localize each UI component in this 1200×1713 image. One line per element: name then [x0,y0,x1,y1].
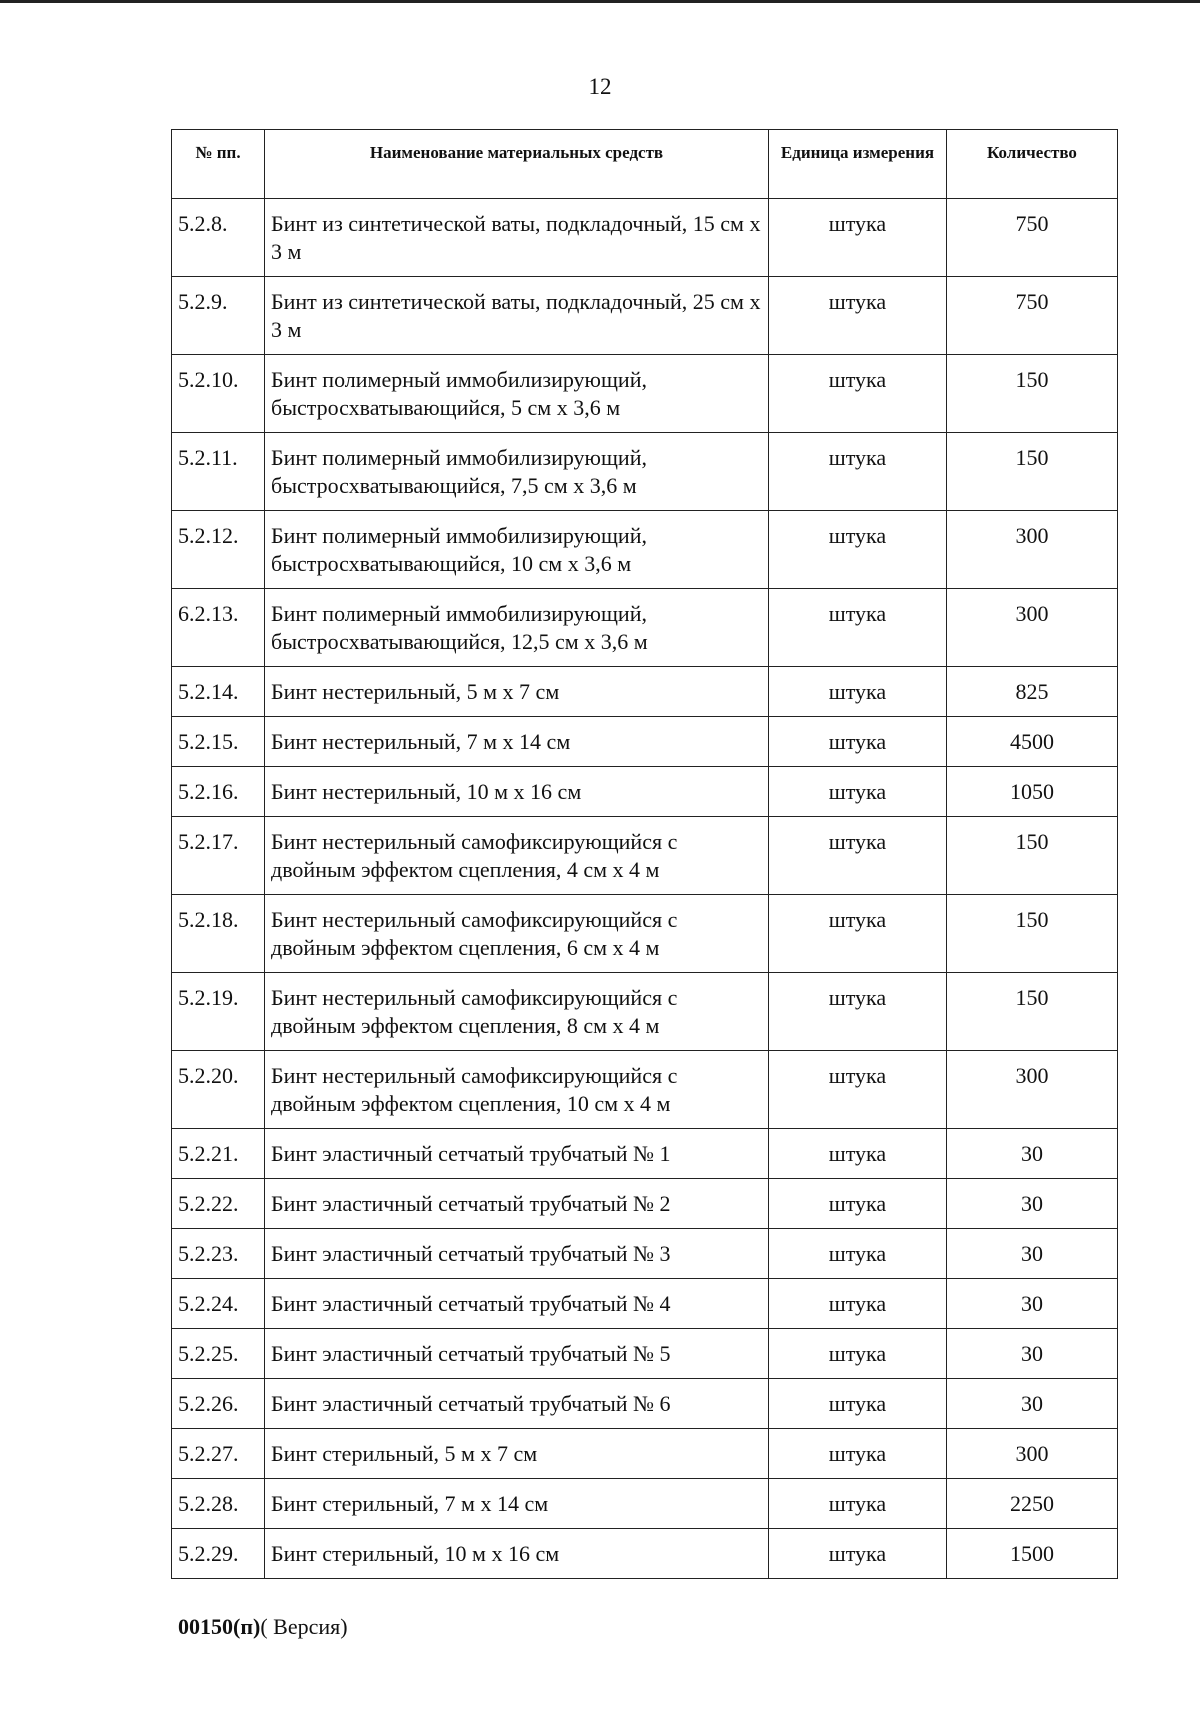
row-qty: 30 [947,1129,1118,1179]
row-name: Бинт стерильный, 5 м х 7 см [265,1429,769,1479]
row-unit: штука [769,1051,947,1129]
table-row [172,1379,1118,1429]
table-row [172,717,1118,767]
row-name: Бинт нестерильный, 10 м х 16 см [265,767,769,817]
row-qty: 150 [947,895,1118,973]
row-num: 5.2.11. [172,433,265,511]
row-unit: штука [769,767,947,817]
table-header-row [172,130,1118,199]
row-num: 5.2.17. [172,817,265,895]
row-unit: штука [769,817,947,895]
row-unit: штука [769,973,947,1051]
materials-table [171,129,1118,1579]
row-qty: 150 [947,355,1118,433]
row-num: 5.2.29. [172,1529,265,1579]
row-unit: штука [769,1329,947,1379]
row-name: Бинт эластичный сетчатый трубчатый № 3 [265,1229,769,1279]
top-border-line [0,0,1200,3]
row-num: 5.2.23. [172,1229,265,1279]
row-num: 5.2.22. [172,1179,265,1229]
row-name: Бинт эластичный сетчатый трубчатый № 6 [265,1379,769,1429]
row-unit: штука [769,1229,947,1279]
table-row [172,1429,1118,1479]
table-row [172,1229,1118,1279]
row-name: Бинт нестерильный самофиксирующийся с двойным эффектом сцепления, 8 см х 4 м [265,973,769,1051]
row-name: Бинт полимерный иммобилизирующий, быстросхватывающийся, 12,5 см х 3,6 м [265,589,769,667]
footer-version: ( Версия) [260,1614,348,1639]
row-num: 5.2.26. [172,1379,265,1429]
table-row [172,277,1118,355]
row-unit: штука [769,1279,947,1329]
row-qty: 30 [947,1279,1118,1329]
row-unit: штука [769,277,947,355]
row-num: 5.2.12. [172,511,265,589]
table-row [172,1529,1118,1579]
row-name: Бинт стерильный, 10 м х 16 см [265,1529,769,1579]
row-num: 5.2.18. [172,895,265,973]
table-row [172,1179,1118,1229]
row-num: 5.2.16. [172,767,265,817]
row-qty: 300 [947,589,1118,667]
row-qty: 150 [947,817,1118,895]
row-num: 6.2.13. [172,589,265,667]
row-num: 5.2.21. [172,1129,265,1179]
row-qty: 150 [947,433,1118,511]
document-footer [178,1614,348,1640]
row-qty: 1050 [947,767,1118,817]
row-name: Бинт эластичный сетчатый трубчатый № 4 [265,1279,769,1329]
row-num: 5.2.8. [172,199,265,277]
table-row [172,1129,1118,1179]
row-name: Бинт эластичный сетчатый трубчатый № 2 [265,1179,769,1229]
row-name: Бинт нестерильный самофиксирующийся с двойным эффектом сцепления, 10 см х 4 м [265,1051,769,1129]
row-qty: 300 [947,511,1118,589]
header-name: Наименование материальных средств [265,130,769,199]
table-row [172,433,1118,511]
table-row [172,1051,1118,1129]
row-unit: штука [769,1129,947,1179]
row-unit: штука [769,1479,947,1529]
row-unit: штука [769,1529,947,1579]
table-row [172,1279,1118,1329]
row-qty: 30 [947,1179,1118,1229]
row-qty: 300 [947,1429,1118,1479]
table-row [172,973,1118,1051]
row-qty: 30 [947,1229,1118,1279]
row-unit: штука [769,1379,947,1429]
row-qty: 4500 [947,717,1118,767]
row-name: Бинт стерильный, 7 м х 14 см [265,1479,769,1529]
row-qty: 30 [947,1329,1118,1379]
row-name: Бинт из синтетической ваты, подкладочный, 15 см х 3 м [265,199,769,277]
header-num: № пп. [172,130,265,199]
row-qty: 300 [947,1051,1118,1129]
row-name: Бинт эластичный сетчатый трубчатый № 1 [265,1129,769,1179]
row-unit: штука [769,511,947,589]
row-qty: 2250 [947,1479,1118,1529]
row-qty: 825 [947,667,1118,717]
row-num: 5.2.9. [172,277,265,355]
table-row [172,1479,1118,1529]
row-unit: штука [769,717,947,767]
row-name: Бинт полимерный иммобилизирующий, быстросхватывающийся, 7,5 см х 3,6 м [265,433,769,511]
row-num: 5.2.20. [172,1051,265,1129]
row-unit: штука [769,895,947,973]
row-qty: 150 [947,973,1118,1051]
row-num: 5.2.25. [172,1329,265,1379]
row-qty: 750 [947,199,1118,277]
table-row [172,1329,1118,1379]
row-unit: штука [769,1179,947,1229]
row-name: Бинт нестерильный, 5 м х 7 см [265,667,769,717]
row-qty: 1500 [947,1529,1118,1579]
table-row [172,667,1118,717]
row-unit: штука [769,589,947,667]
table-row [172,817,1118,895]
table-row [172,767,1118,817]
row-num: 5.2.27. [172,1429,265,1479]
row-unit: штука [769,199,947,277]
row-num: 5.2.28. [172,1479,265,1529]
row-num: 5.2.19. [172,973,265,1051]
row-name: Бинт нестерильный, 7 м х 14 см [265,717,769,767]
row-qty: 750 [947,277,1118,355]
row-name: Бинт из синтетической ваты, подкладочный, 25 см х 3 м [265,277,769,355]
row-unit: штука [769,355,947,433]
table-row [172,355,1118,433]
row-name: Бинт нестерильный самофиксирующийся с двойным эффектом сцепления, 6 см х 4 м [265,895,769,973]
footer-code: 00150(п) [178,1614,261,1639]
row-name: Бинт полимерный иммобилизирующий, быстросхватывающийся, 10 см х 3,6 м [265,511,769,589]
table-row [172,199,1118,277]
row-num: 5.2.10. [172,355,265,433]
table-row [172,511,1118,589]
row-num: 5.2.24. [172,1279,265,1329]
row-unit: штука [769,1429,947,1479]
row-num: 5.2.15. [172,717,265,767]
page-number: 12 [588,74,612,99]
row-name: Бинт нестерильный самофиксирующийся с двойным эффектом сцепления, 4 см х 4 м [265,817,769,895]
table-row [172,589,1118,667]
row-name: Бинт эластичный сетчатый трубчатый № 5 [265,1329,769,1379]
table-row [172,895,1118,973]
row-unit: штука [769,667,947,717]
row-name: Бинт полимерный иммобилизирующий, быстросхватывающийся, 5 см х 3,6 м [265,355,769,433]
row-unit: штука [769,433,947,511]
row-num: 5.2.14. [172,667,265,717]
row-qty: 30 [947,1379,1118,1429]
header-qty: Количество [947,130,1118,199]
header-unit: Единица измерения [769,130,947,199]
